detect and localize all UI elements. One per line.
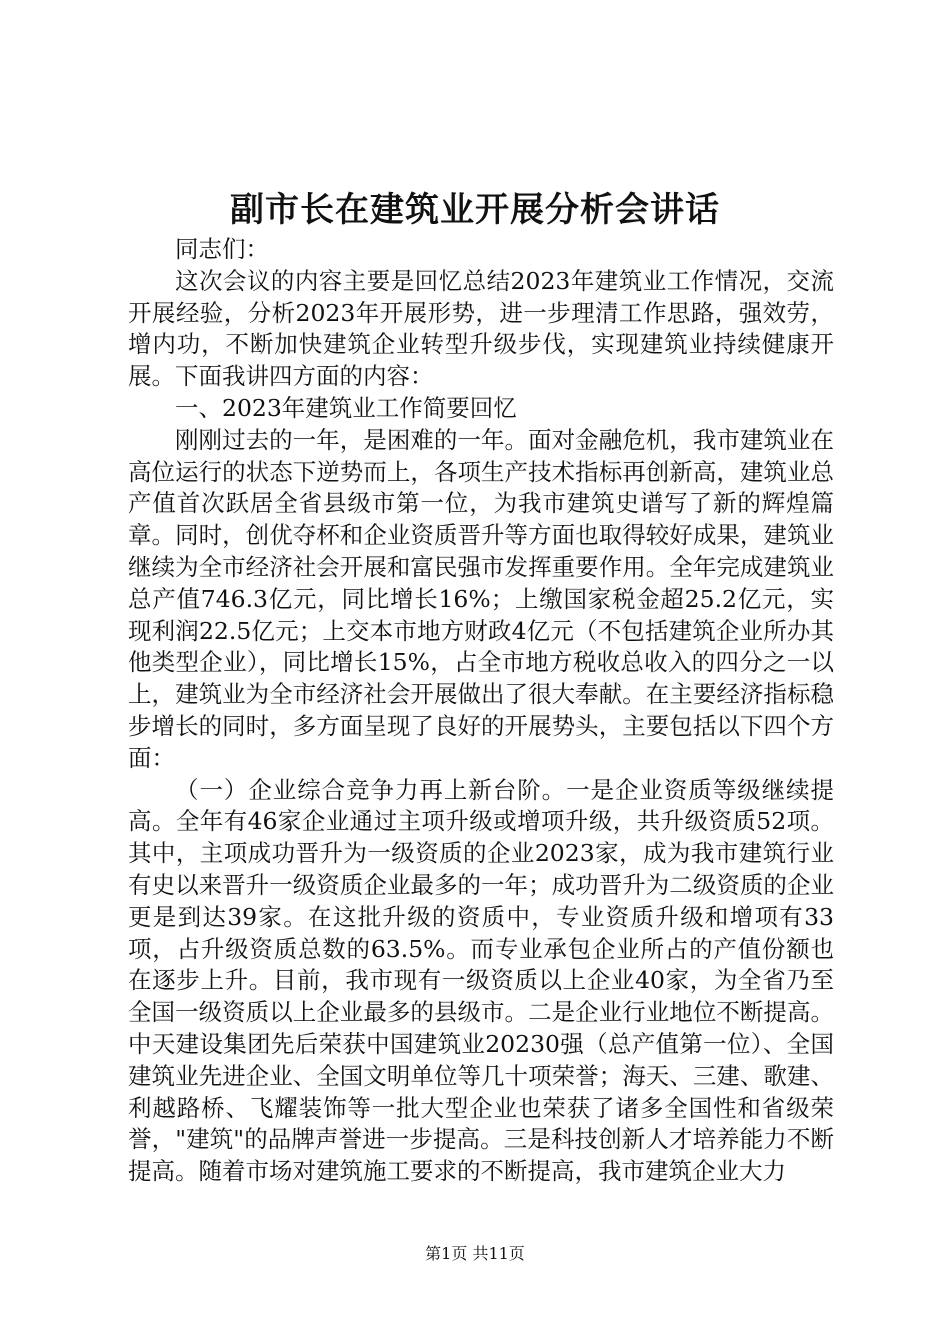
- intro-paragraph: 这次会议的内容主要是回忆总结2023年建筑业工作情况，交流开展经验，分析2023年开展形势，进一步理清工作思路，强效劳，增内功，不断加快建筑企业转型升级步伐，实现建筑业持续健康开展。下面我讲四方面的内容：: [128, 266, 834, 391]
- document-title: 副市长在建筑业开展分析会讲话: [230, 190, 720, 230]
- salutation-paragraph: 同志们：: [175, 235, 269, 263]
- page-footer: 第1页 共11页: [425, 1244, 525, 1263]
- review-paragraph: 刚刚过去的一年，是困难的一年。面对金融危机，我市建筑业在高位运行的状态下逆势而上，各项生产技术指标再创新高，建筑业总产值首次跃居全省县级市第一位，为我市建筑史谱写了新的辉煌篇章。同时，创优夺杯和企业资质晋升等方面也取得较好成果，建筑业继续为全市经济社会开展和富民强市发挥重要作用。全年完成建筑业总产值746.3亿元，同比增长16%；上缴国家税金超25.2亿元，实现利润22.5亿元；上交本市地方财政4亿元（不包括建筑企业所办其他类型企业），同比增长15%，占全市地方税收总收入的四分之一以上，建筑业为全市经济社会开展做出了很大奉献。在主要经济指标稳步增长的同时，多方面呈现了良好的开展势头，主要包括以下四个方面：: [128, 425, 834, 772]
- competitiveness-paragraph: （一）企业综合竞争力再上新台阶。一是企业资质等级继续提高。全年有46家企业通过主项升级或增项升级，共升级资质52项。其中，主项成功晋升为一级资质的企业2023家，成为我市建筑行业有史以来晋升一级资质企业最多的一年；成功晋升为二级资质的企业更是到达39家。在这批升级的资质中，专业资质升级和增项有33项，占升级资质总数的63.5%。而专业承包企业所占的产值份额也在逐步上升。目前，我市现有一级资质以上企业40家，为全省乃至全国一级资质以上企业最多的县级市。二是企业行业地位不断提高。中天建设集团先后荣获中国建筑业20230强（总产值第一位）、全国建筑业先进企业、全国文明单位等几十项荣誉；海天、三建、歌建、利越路桥、飞耀装饰等一批大型企业也荣获了诸多全国性和省级荣誉，"建筑"的品牌声誉进一步提高。三是科技创新人才培养能力不断提高。随着市场对建筑施工要求的不断提高，我市建筑企业大力: [128, 775, 834, 1186]
- section-heading: 一、2023年建筑业工作简要回忆: [175, 393, 517, 422]
- document-body: [128, 234, 834, 1188]
